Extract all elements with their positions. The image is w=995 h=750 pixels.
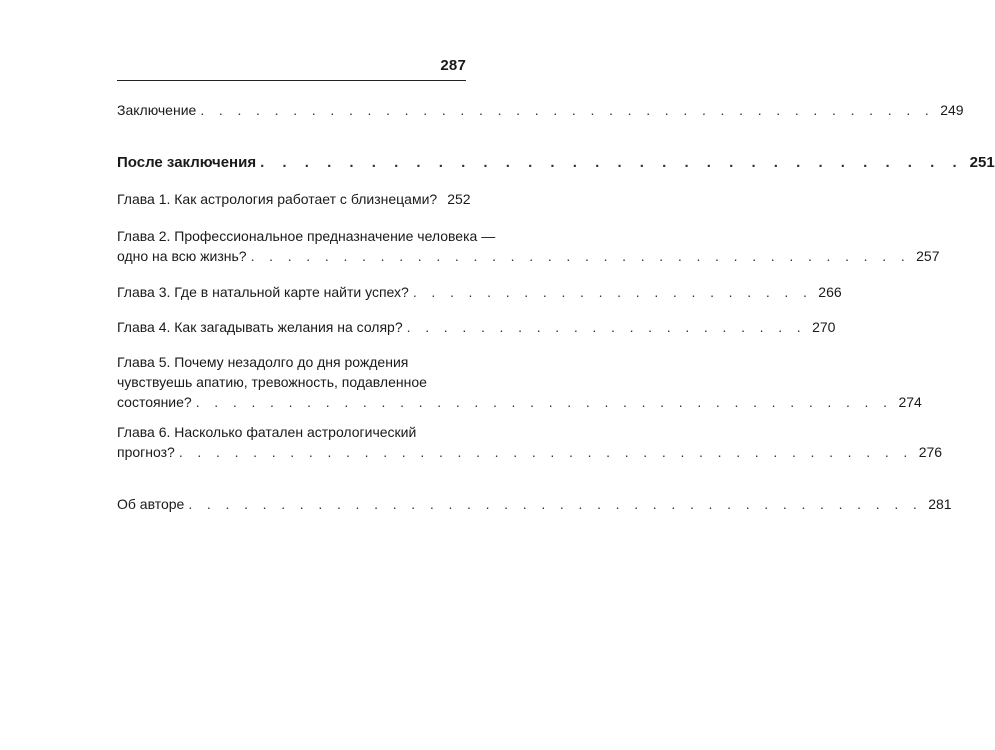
dot-leader: . . . . . . . . . . . . . . . . . . . . . . . . . . . . . . . . . . . . . . . . bbox=[200, 102, 935, 118]
toc-entry-chapter-2[interactable] bbox=[117, 226, 940, 266]
toc-entry-title-line: Глава 6. Насколько фатален астрологический bbox=[117, 424, 417, 440]
toc-entry-page: 266 bbox=[818, 284, 842, 300]
page-header bbox=[117, 56, 466, 81]
toc-entry-title: прогноз? bbox=[117, 444, 175, 460]
dot-leader: . . . . . . . . . . . . . . . . . . . . . . . . . . . . . . . . . . . . bbox=[250, 248, 911, 264]
toc-section-page: 251 bbox=[969, 154, 995, 171]
dot-leader: . . . . . . . . . . . . . . . . . . . . . . . . . . . . . . . . bbox=[260, 154, 964, 171]
toc-entry-about-author[interactable] bbox=[117, 494, 952, 514]
toc-entry-chapter-5[interactable] bbox=[117, 352, 922, 412]
toc-entry-conclusion[interactable] bbox=[117, 100, 964, 120]
toc-entry-page: 249 bbox=[940, 102, 964, 118]
toc-entry-title: Глава 3. Где в натальной карте найти успех? bbox=[117, 284, 409, 300]
toc-entry-title: Об авторе bbox=[117, 496, 185, 512]
toc-entry-title-line: Глава 2. Профессиональное предназначение человека — bbox=[117, 228, 496, 244]
toc-entry-page: 274 bbox=[898, 394, 922, 410]
toc-entry-page: 257 bbox=[916, 248, 940, 264]
toc-entry-chapter-3[interactable] bbox=[117, 282, 842, 302]
toc-entry-page: 281 bbox=[928, 496, 952, 512]
toc-entry-page: 252 bbox=[447, 191, 471, 207]
toc-entry-chapter-6[interactable] bbox=[117, 422, 943, 462]
toc-entry-title: Глава 1. Как астрология работает с близнецами? bbox=[117, 191, 438, 207]
toc-section-after-conclusion[interactable] bbox=[117, 153, 995, 173]
toc-section-title: После заключения bbox=[117, 154, 257, 171]
toc-entry-page: 276 bbox=[918, 444, 943, 460]
toc-entry-title: Глава 4. Как загадывать желания на соляр? bbox=[117, 319, 403, 335]
toc-entry-title: состояние? bbox=[117, 394, 192, 410]
dot-leader: . . . . . . . . . . . . . . . . . . . . . . . . . . . . . . . . . . . . . . bbox=[195, 394, 893, 410]
dot-leader: . . . . . . . . . . . . . . . . . . . . . . . . . . . . . . . . . . . . . . . . bbox=[178, 444, 913, 460]
dot-leader: . . . . . . . . . . . . . . . . . . . . . . . . . . . . . . . . . . . . . . . . bbox=[188, 496, 923, 512]
toc-entry-title-line: Глава 5. Почему незадолго до дня рождения bbox=[117, 354, 409, 370]
toc-entry-page: 270 bbox=[812, 319, 836, 335]
toc-entry-title-line: чувствуешь апатию, тревожность, подавленное bbox=[117, 374, 427, 390]
toc-entry-title: одно на всю жизнь? bbox=[117, 248, 247, 264]
dot-leader: . . . . . . . . . . . . . . . . . . . . . . bbox=[412, 284, 813, 300]
toc-entry-chapter-4[interactable] bbox=[117, 317, 836, 337]
toc-entry-title: Заключение bbox=[117, 102, 197, 118]
toc-entry-chapter-1[interactable] bbox=[117, 189, 471, 209]
dot-leader: . . . . . . . . . . . . . . . . . . . . . . bbox=[406, 319, 807, 335]
page-number: 287 bbox=[440, 57, 466, 74]
